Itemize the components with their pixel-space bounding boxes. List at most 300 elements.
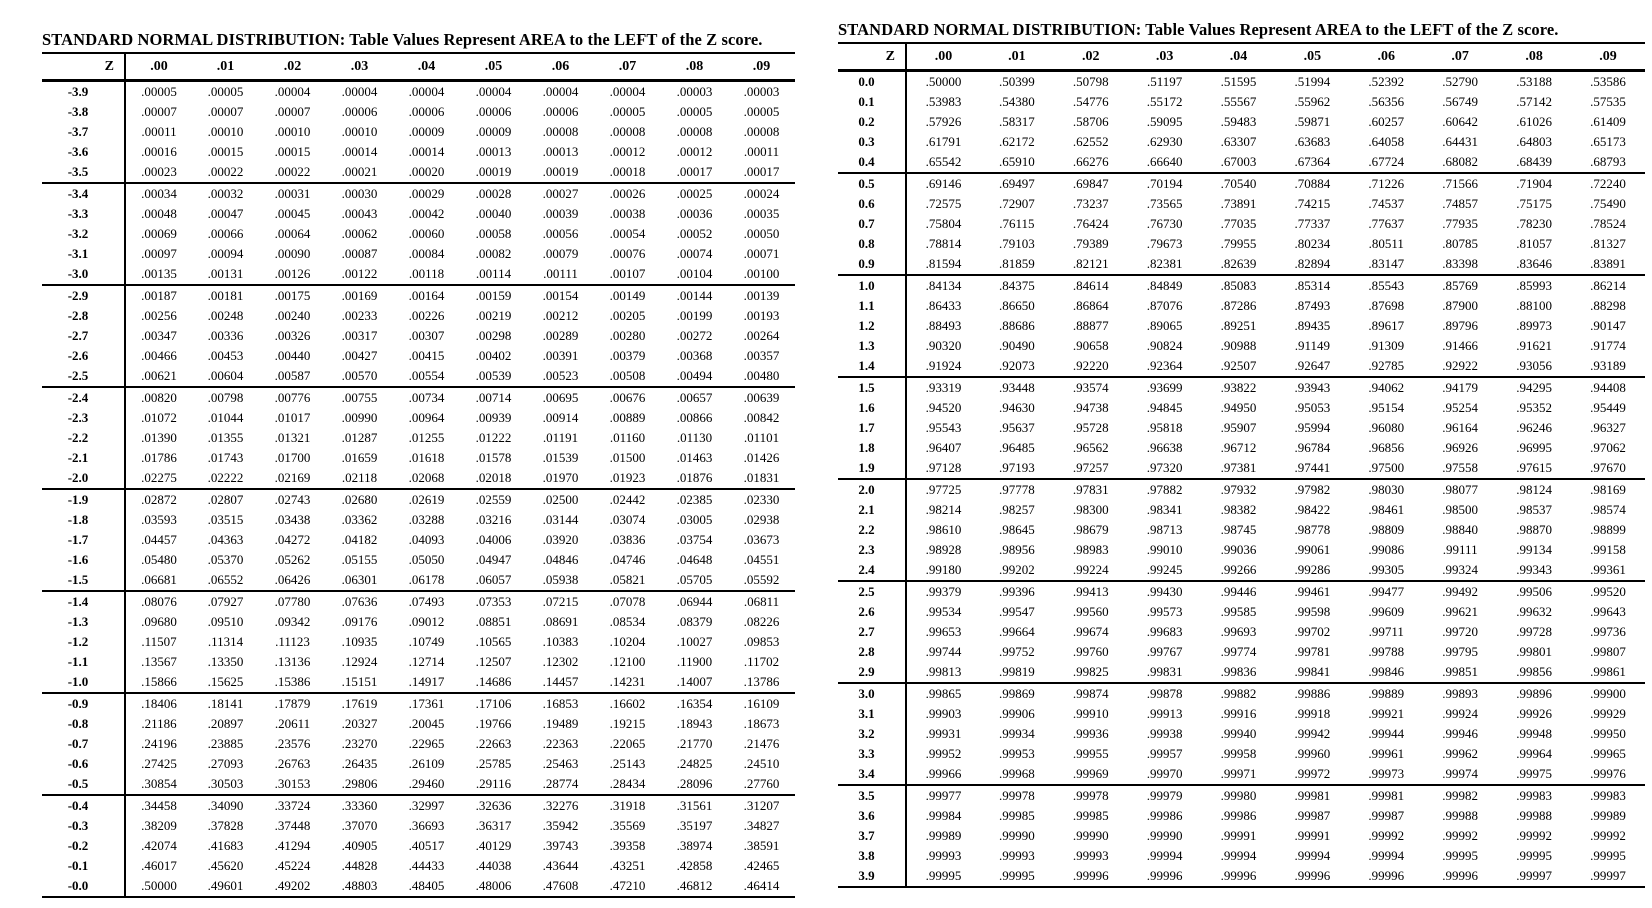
- table-row: [42, 489, 795, 510]
- area-value-cell: .55567: [1220, 94, 1257, 109]
- area-value-cell: .99825: [1072, 664, 1109, 679]
- area-value-cell: .00069: [141, 226, 177, 241]
- area-value-cell: .06552: [207, 572, 244, 587]
- area-value-cell: .99966: [925, 766, 962, 781]
- area-value-cell: .78524: [1590, 216, 1626, 231]
- area-value-cell: .98870: [1516, 522, 1552, 537]
- area-value-cell: .99266: [1220, 562, 1257, 577]
- area-value-cell: .99997: [1516, 868, 1552, 883]
- area-value-cell: .98257: [998, 502, 1035, 517]
- decimal-column-header: .01: [192, 54, 259, 81]
- decimal-column-header: .03: [326, 54, 393, 81]
- area-value-cell: .89973: [1516, 318, 1552, 333]
- area-value-cell: .98382: [1220, 502, 1257, 517]
- z-score-label: 2.3: [838, 540, 906, 560]
- table-row: [838, 336, 1645, 356]
- area-value-cell: .00193: [743, 308, 780, 323]
- area-value-cell: .00006: [408, 104, 445, 119]
- area-value-cell: .04006: [475, 532, 512, 547]
- area-value-cell: .99980: [1202, 785, 1276, 806]
- area-value-cell: .99286: [1294, 562, 1331, 577]
- area-value-cell: .23270: [341, 736, 378, 751]
- decimal-column-header: .02: [259, 54, 326, 81]
- table-row: [42, 468, 795, 489]
- area-value-cell: .99996: [1442, 868, 1479, 883]
- decimal-column-header: .07: [1423, 44, 1497, 71]
- area-value-cell: .95053: [1294, 400, 1331, 415]
- area-value-cell: .01160: [609, 430, 646, 445]
- area-value-cell: .85769: [1423, 275, 1497, 296]
- area-value-cell: .99520: [1571, 581, 1645, 602]
- area-value-cell: .99621: [1442, 604, 1479, 619]
- area-value-cell: .70884: [1275, 173, 1349, 194]
- area-value-cell: .04947: [475, 552, 512, 567]
- area-value-cell: .00842: [743, 410, 780, 425]
- area-value-cell: .77337: [1294, 216, 1331, 231]
- area-value-cell: .05705: [676, 572, 713, 587]
- table-row: [42, 81, 795, 103]
- z-score-label: -3.3: [42, 204, 125, 224]
- area-value-cell: .89435: [1294, 318, 1331, 333]
- area-value-cell: .22663: [475, 736, 512, 751]
- area-value-cell: .75490: [1590, 196, 1626, 211]
- area-value-cell: .09680: [141, 614, 177, 629]
- area-value-cell: .20327: [341, 716, 378, 731]
- area-value-cell: .99841: [1294, 664, 1331, 679]
- area-value-cell: .03074: [609, 512, 646, 527]
- area-value-cell: .98679: [1072, 522, 1109, 537]
- area-value-cell: .57535: [1590, 94, 1626, 109]
- area-value-cell: .96562: [1072, 440, 1109, 455]
- area-value-cell: .84375: [980, 275, 1054, 296]
- area-value-cell: .00289: [542, 328, 579, 343]
- z-score-label: 2.7: [838, 622, 906, 642]
- area-value-cell: .03144: [542, 512, 579, 527]
- area-value-cell: .59095: [1146, 114, 1183, 129]
- z-score-label: -0.9: [42, 693, 125, 714]
- area-value-cell: .99831: [1146, 664, 1183, 679]
- area-value-cell: .60642: [1442, 114, 1479, 129]
- area-value-cell: .00159: [460, 285, 527, 306]
- area-value-cell: .97670: [1590, 460, 1626, 475]
- area-value-cell: .07215: [527, 591, 594, 612]
- area-value-cell: .98645: [998, 522, 1035, 537]
- area-value-cell: .90147: [1590, 318, 1626, 333]
- area-value-cell: .91774: [1590, 338, 1626, 353]
- area-value-cell: .20897: [207, 716, 244, 731]
- area-value-cell: .99674: [1072, 624, 1109, 639]
- area-value-cell: .99664: [998, 624, 1035, 639]
- z-score-label: -2.9: [42, 285, 125, 306]
- area-value-cell: .00480: [743, 368, 780, 383]
- z-score-label: -2.5: [42, 366, 125, 387]
- area-value-cell: .99851: [1442, 664, 1479, 679]
- area-value-cell: .00776: [259, 387, 326, 408]
- area-value-cell: .99774: [1220, 644, 1257, 659]
- area-value-cell: .96246: [1516, 420, 1552, 435]
- z-score-label: -2.6: [42, 346, 125, 366]
- area-value-cell: .00087: [341, 246, 378, 261]
- area-value-cell: .44038: [475, 858, 512, 873]
- area-value-cell: .00402: [475, 348, 512, 363]
- area-value-cell: .13350: [207, 654, 244, 669]
- area-value-cell: .94295: [1497, 377, 1571, 398]
- area-value-cell: .99942: [1294, 726, 1331, 741]
- area-value-cell: .58706: [1072, 114, 1109, 129]
- area-value-cell: .95637: [998, 420, 1035, 435]
- area-value-cell: .66640: [1146, 154, 1183, 169]
- area-value-cell: .85083: [1202, 275, 1276, 296]
- table-row: [838, 71, 1645, 93]
- area-value-cell: .93056: [1516, 358, 1552, 373]
- area-value-cell: .01426: [743, 450, 780, 465]
- area-value-cell: .30153: [274, 776, 311, 791]
- area-value-cell: .73237: [1072, 196, 1109, 211]
- area-value-cell: .99158: [1590, 542, 1626, 557]
- area-value-cell: .28096: [676, 776, 713, 791]
- area-value-cell: .99962: [1442, 746, 1479, 761]
- area-value-cell: .00866: [676, 410, 713, 425]
- area-value-cell: .57142: [1516, 94, 1552, 109]
- area-value-cell: .15625: [207, 674, 244, 689]
- decimal-column-header: .01: [980, 44, 1054, 71]
- area-value-cell: .93319: [906, 377, 980, 398]
- area-value-cell: .33360: [326, 795, 393, 816]
- area-value-cell: .00010: [274, 124, 311, 139]
- area-value-cell: .00048: [141, 206, 177, 221]
- z-score-label: -1.8: [42, 510, 125, 530]
- area-value-cell: .09176: [341, 614, 378, 629]
- z-score-label: -2.4: [42, 387, 125, 408]
- area-value-cell: .91924: [925, 358, 962, 373]
- area-value-cell: .00004: [475, 84, 512, 99]
- area-value-cell: .10027: [676, 634, 713, 649]
- area-value-cell: .97982: [1275, 479, 1349, 500]
- area-value-cell: .90490: [998, 338, 1035, 353]
- area-value-cell: .01044: [207, 410, 244, 425]
- area-value-cell: .06681: [141, 572, 177, 587]
- area-value-cell: .99744: [925, 644, 962, 659]
- area-value-cell: .48405: [408, 878, 445, 893]
- area-value-cell: .95994: [1294, 420, 1331, 435]
- area-value-cell: .99995: [925, 868, 962, 883]
- area-value-cell: .99970: [1146, 766, 1183, 781]
- area-value-cell: .17619: [326, 693, 393, 714]
- area-value-cell: .99180: [925, 562, 962, 577]
- table-row: [42, 306, 795, 326]
- area-value-cell: .05155: [341, 552, 378, 567]
- area-value-cell: .98537: [1516, 502, 1552, 517]
- area-value-cell: .53586: [1590, 74, 1626, 89]
- area-value-cell: .99653: [925, 624, 962, 639]
- table-row: [42, 204, 795, 224]
- area-value-cell: .00554: [408, 368, 445, 383]
- area-value-cell: .00347: [141, 328, 177, 343]
- table-row: [42, 510, 795, 530]
- area-value-cell: .37448: [274, 818, 311, 833]
- area-value-cell: .01017: [274, 410, 311, 425]
- area-value-cell: .00019: [542, 164, 579, 179]
- area-value-cell: .43251: [609, 858, 646, 873]
- area-value-cell: .00022: [274, 164, 311, 179]
- area-value-cell: .40129: [475, 838, 512, 853]
- area-value-cell: .42465: [743, 858, 780, 873]
- z-score-label: 0.3: [838, 132, 906, 152]
- area-value-cell: .82121: [1072, 256, 1109, 271]
- table-row: [42, 530, 795, 550]
- area-value-cell: .22065: [609, 736, 646, 751]
- area-value-cell: .99924: [1442, 706, 1479, 721]
- area-value-cell: .79673: [1146, 236, 1183, 251]
- decimal-column-header: .06: [527, 54, 594, 81]
- area-value-cell: .58317: [998, 114, 1035, 129]
- area-value-cell: .93822: [1202, 377, 1276, 398]
- area-value-cell: .99573: [1146, 604, 1183, 619]
- area-value-cell: .14917: [408, 674, 445, 689]
- table-row: [838, 785, 1645, 806]
- area-value-cell: .00004: [542, 84, 579, 99]
- area-value-cell: .00212: [542, 308, 579, 323]
- area-value-cell: .72575: [925, 196, 962, 211]
- area-value-cell: .10204: [609, 634, 646, 649]
- area-value-cell: .02118: [341, 470, 378, 485]
- area-value-cell: .97128: [925, 460, 962, 475]
- area-value-cell: .11702: [743, 654, 780, 669]
- area-value-cell: .40905: [341, 838, 378, 853]
- area-value-cell: .16109: [728, 693, 795, 714]
- area-value-cell: .00076: [609, 246, 646, 261]
- area-value-cell: .00034: [125, 183, 192, 204]
- area-value-cell: .00064: [274, 226, 311, 241]
- area-value-cell: .00005: [676, 104, 713, 119]
- z-score-label: 0.9: [838, 254, 906, 275]
- area-value-cell: .79103: [998, 236, 1035, 251]
- area-value-cell: .19489: [542, 716, 579, 731]
- area-value-cell: .99940: [1220, 726, 1257, 741]
- table-row: [838, 846, 1645, 866]
- area-value-cell: .44433: [408, 858, 445, 873]
- area-value-cell: .00062: [341, 226, 378, 241]
- area-value-cell: .99324: [1442, 562, 1479, 577]
- area-value-cell: .40517: [408, 838, 445, 853]
- table-row: [42, 346, 795, 366]
- area-value-cell: .86214: [1571, 275, 1645, 296]
- area-value-cell: .26109: [408, 756, 445, 771]
- area-value-cell: .00914: [542, 410, 579, 425]
- area-value-cell: .23576: [274, 736, 311, 751]
- z-score-label: 1.9: [838, 458, 906, 479]
- table-row: [42, 836, 795, 856]
- area-value-cell: .00205: [609, 308, 646, 323]
- area-value-cell: .05262: [274, 552, 311, 567]
- area-value-cell: .97932: [1202, 479, 1276, 500]
- area-value-cell: .99926: [1516, 706, 1552, 721]
- area-value-cell: .49202: [274, 878, 311, 893]
- area-value-cell: .57926: [925, 114, 962, 129]
- area-value-cell: .63683: [1294, 134, 1331, 149]
- area-value-cell: .94845: [1146, 400, 1183, 415]
- area-value-cell: .04182: [341, 532, 378, 547]
- area-value-cell: .00604: [207, 368, 244, 383]
- z-score-label: -0.2: [42, 836, 125, 856]
- area-value-cell: .00026: [594, 183, 661, 204]
- area-value-cell: .00939: [475, 410, 512, 425]
- area-value-cell: .02169: [274, 470, 311, 485]
- table-row: [838, 152, 1645, 173]
- area-value-cell: .00240: [274, 308, 311, 323]
- area-value-cell: .99979: [1128, 785, 1202, 806]
- area-value-cell: .96784: [1294, 440, 1331, 455]
- area-value-cell: .83147: [1368, 256, 1405, 271]
- area-value-cell: .29460: [408, 776, 445, 791]
- area-value-cell: .00030: [326, 183, 393, 204]
- area-value-cell: .80234: [1294, 236, 1331, 251]
- area-value-cell: .00114: [475, 266, 512, 281]
- area-value-cell: .00029: [393, 183, 460, 204]
- area-value-cell: .20611: [274, 716, 311, 731]
- table-row: [838, 173, 1645, 194]
- area-value-cell: .74537: [1368, 196, 1405, 211]
- decimal-column-header: .04: [393, 54, 460, 81]
- area-value-cell: .11507: [141, 634, 177, 649]
- area-value-cell: .00570: [341, 368, 378, 383]
- area-value-cell: .70194: [1128, 173, 1202, 194]
- area-value-cell: .60257: [1368, 114, 1405, 129]
- area-value-cell: .00695: [527, 387, 594, 408]
- area-value-cell: .01923: [609, 470, 646, 485]
- area-value-cell: .98300: [1072, 502, 1109, 517]
- area-value-cell: .83891: [1590, 256, 1626, 271]
- z-score-label: -3.0: [42, 264, 125, 285]
- area-value-cell: .90320: [925, 338, 962, 353]
- area-value-cell: .33724: [259, 795, 326, 816]
- positive-z-table-section: [838, 20, 1645, 888]
- z-score-label: -3.7: [42, 122, 125, 142]
- area-value-cell: .17106: [460, 693, 527, 714]
- area-value-cell: .00199: [676, 308, 713, 323]
- area-value-cell: .93699: [1128, 377, 1202, 398]
- area-value-cell: .00326: [274, 328, 311, 343]
- area-value-cell: .00017: [676, 164, 713, 179]
- table-row: [838, 764, 1645, 785]
- table-row: [838, 356, 1645, 377]
- area-value-cell: .95543: [925, 420, 962, 435]
- area-value-cell: .78230: [1516, 216, 1552, 231]
- area-value-cell: .32276: [527, 795, 594, 816]
- area-value-cell: .99984: [925, 808, 962, 823]
- area-value-cell: .39743: [542, 838, 579, 853]
- area-value-cell: .00272: [676, 328, 713, 343]
- area-value-cell: .49601: [207, 878, 244, 893]
- table-row: [838, 704, 1645, 724]
- z-score-label: -2.0: [42, 468, 125, 489]
- table-row: [42, 102, 795, 122]
- area-value-cell: .97558: [1442, 460, 1479, 475]
- area-value-cell: .03216: [475, 512, 512, 527]
- decimal-column-header: .02: [1054, 44, 1128, 71]
- area-value-cell: .61026: [1516, 114, 1552, 129]
- area-value-cell: .89796: [1442, 318, 1479, 333]
- area-value-cell: .99795: [1442, 644, 1479, 659]
- area-value-cell: .07493: [393, 591, 460, 612]
- area-value-cell: .00169: [326, 285, 393, 306]
- area-value-cell: .90658: [1072, 338, 1109, 353]
- table-row: [838, 296, 1645, 316]
- area-value-cell: .32636: [460, 795, 527, 816]
- area-value-cell: .00015: [274, 144, 311, 159]
- area-value-cell: .00010: [341, 124, 378, 139]
- z-score-label: 0.7: [838, 214, 906, 234]
- area-value-cell: .00052: [676, 226, 713, 241]
- area-value-cell: .00079: [542, 246, 579, 261]
- z-score-label: -0.1: [42, 856, 125, 876]
- area-value-cell: .99983: [1497, 785, 1571, 806]
- area-value-cell: .45224: [274, 858, 311, 873]
- area-value-cell: .80785: [1442, 236, 1479, 251]
- area-value-cell: .18673: [743, 716, 780, 731]
- area-value-cell: .99948: [1516, 726, 1552, 741]
- area-value-cell: .99996: [1072, 868, 1109, 883]
- area-value-cell: .76115: [999, 216, 1035, 231]
- area-value-cell: .00964: [408, 410, 445, 425]
- area-value-cell: .09012: [408, 614, 445, 629]
- area-value-cell: .00005: [609, 104, 646, 119]
- z-score-label: -0.3: [42, 816, 125, 836]
- area-value-cell: .01255: [408, 430, 445, 445]
- table-row: [42, 387, 795, 408]
- table-row: [838, 581, 1645, 602]
- area-value-cell: .02680: [326, 489, 393, 510]
- area-value-cell: .99931: [925, 726, 962, 741]
- area-value-cell: .00427: [341, 348, 378, 363]
- area-value-cell: .84614: [1054, 275, 1128, 296]
- z-score-label: 0.5: [838, 173, 906, 194]
- area-value-cell: .00149: [594, 285, 661, 306]
- decimal-column-header: .00: [906, 44, 980, 71]
- area-value-cell: .75804: [925, 216, 962, 231]
- area-value-cell: .99989: [1590, 808, 1626, 823]
- area-value-cell: .00226: [408, 308, 445, 323]
- area-value-cell: .09510: [207, 614, 244, 629]
- z-score-label: 2.8: [838, 642, 906, 662]
- area-value-cell: .00004: [341, 84, 378, 99]
- area-value-cell: .01618: [408, 450, 445, 465]
- area-value-cell: .99996: [1146, 868, 1183, 883]
- table-row: [838, 744, 1645, 764]
- area-value-cell: .00011: [141, 124, 177, 139]
- z-score-label: 1.7: [838, 418, 906, 438]
- area-value-cell: .01500: [609, 450, 646, 465]
- area-value-cell: .99111: [1442, 542, 1478, 557]
- area-value-cell: .11314: [207, 634, 244, 649]
- area-value-cell: .68793: [1590, 154, 1626, 169]
- area-value-cell: .92922: [1442, 358, 1479, 373]
- area-value-cell: .99982: [1423, 785, 1497, 806]
- area-value-cell: .47608: [542, 878, 579, 893]
- z-score-label: 3.3: [838, 744, 906, 764]
- area-value-cell: .97615: [1516, 460, 1552, 475]
- area-value-cell: .99975: [1516, 766, 1552, 781]
- area-value-cell: .00990: [341, 410, 378, 425]
- area-value-cell: .01355: [207, 430, 244, 445]
- area-value-cell: .72240: [1571, 173, 1645, 194]
- area-value-cell: .00018: [609, 164, 646, 179]
- area-value-cell: .05938: [542, 572, 579, 587]
- area-value-cell: .00017: [743, 164, 780, 179]
- area-value-cell: .99202: [998, 562, 1035, 577]
- area-value-cell: .92073: [998, 358, 1035, 373]
- area-value-cell: .67364: [1294, 154, 1331, 169]
